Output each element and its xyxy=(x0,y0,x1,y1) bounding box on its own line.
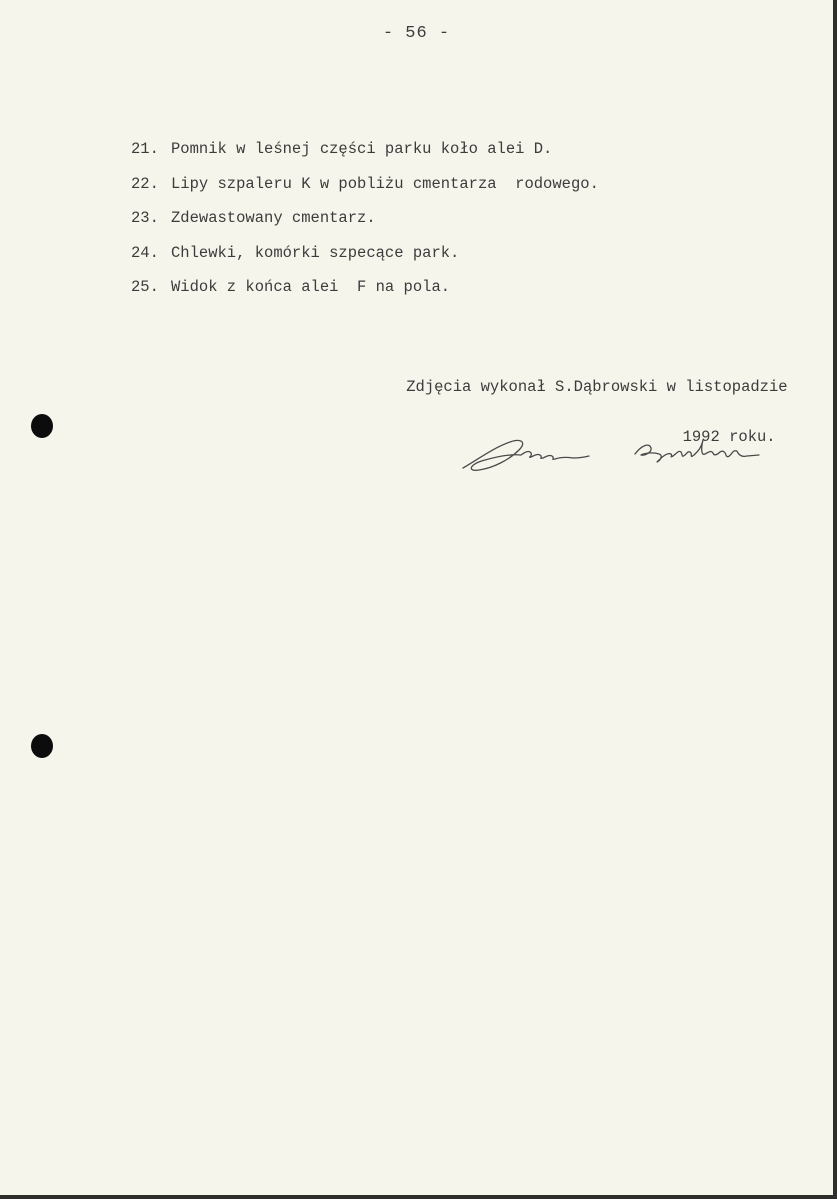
item-number: 24. xyxy=(131,243,159,262)
item-number: 21. xyxy=(131,140,159,158)
signature-1 xyxy=(463,440,589,470)
page-number: - 56 - xyxy=(382,24,451,43)
list-item xyxy=(131,138,599,173)
signature-2 xyxy=(635,440,759,462)
item-text: Chlewki, komórki szpecące park. xyxy=(171,243,460,262)
list-item xyxy=(131,276,599,311)
item-text: Widok z końca alei F na pola. xyxy=(171,278,451,296)
handwritten-signatures xyxy=(455,428,765,478)
item-text: Pomnik w leśnej części parku koło alei D. xyxy=(171,140,553,158)
photo-caption-list xyxy=(131,138,599,311)
binder-hole xyxy=(31,414,53,438)
binder-hole xyxy=(31,734,53,758)
item-text: Zdewastowany cmentarz. xyxy=(171,209,376,227)
item-number: 22. xyxy=(131,174,159,193)
list-item xyxy=(131,173,599,208)
item-number: 23. xyxy=(131,209,159,227)
list-item xyxy=(131,242,599,277)
credit-line-2: 1992 roku. xyxy=(682,428,776,446)
credit-line-1: Zdjęcia wykonał S.Dąbrowski w listopadzie xyxy=(406,378,788,396)
item-text: Lipy szpaleru K w pobliżu cmentarza rodowego. xyxy=(171,174,599,193)
item-number: 25. xyxy=(131,278,159,296)
list-item xyxy=(131,207,599,242)
